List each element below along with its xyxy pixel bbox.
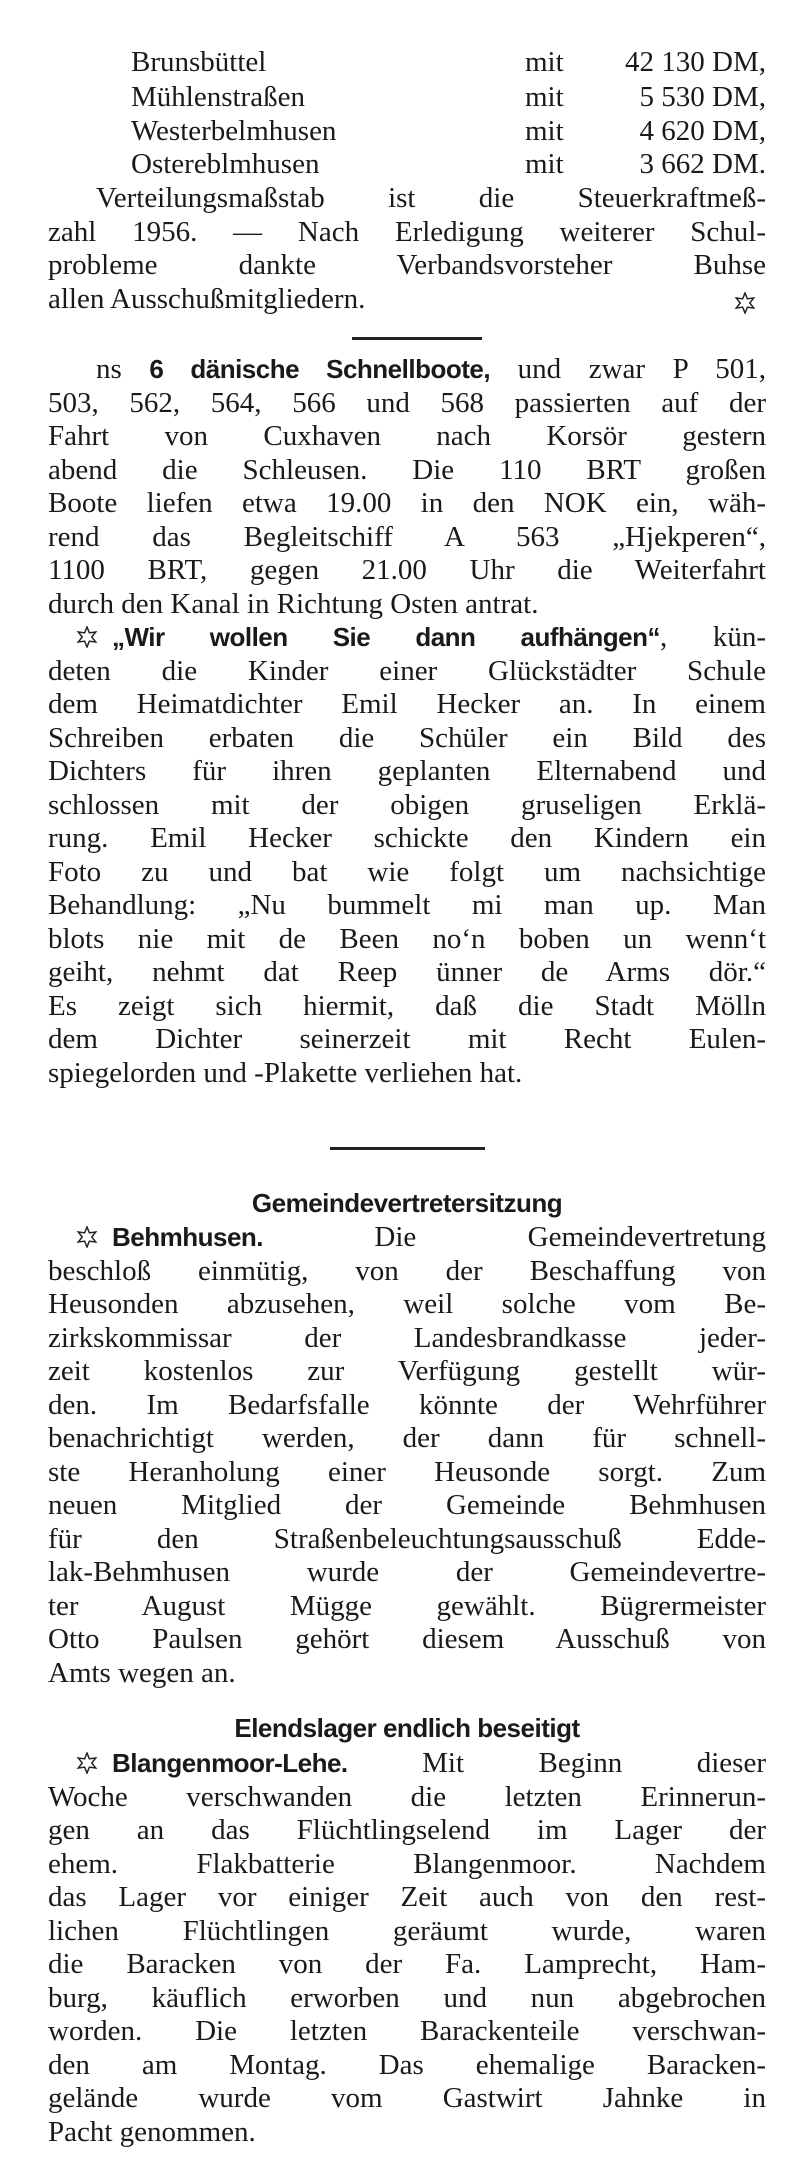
text-line [48, 1389, 766, 1423]
text-line [48, 1322, 766, 1356]
text-line [48, 1255, 766, 1289]
text-line [48, 1747, 766, 1781]
amount: 5 530 DM, [639, 81, 766, 113]
text-line [48, 2116, 766, 2150]
bold-lead: Behmhusen. [112, 1222, 264, 1252]
bold-lead: Blangenmoor-Lehe. [112, 1748, 348, 1778]
line-text: Amts wegen an. [48, 1656, 236, 1689]
line-text: ter August Mügge gewählt. Bügrermeister [48, 1589, 766, 1622]
line-text: Pacht genommen. [48, 2115, 256, 2148]
text-line [48, 1848, 766, 1882]
star-icon [76, 1749, 98, 1771]
line-text: benachrichtigt werden, der dann für schnell- [48, 1422, 766, 1454]
line-text: Fahrt von Cuxhaven nach Korsör gestern [48, 420, 766, 452]
text-line [48, 2015, 766, 2049]
text-line [48, 621, 766, 655]
line-text: deten die Kinder einer Glückstädter Schule [48, 654, 766, 687]
table-row [0, 147, 800, 181]
amount: 4 620 DM, [639, 115, 766, 147]
text-line [48, 588, 766, 622]
line-text: geiht, nehmt dat Reep ünner de Arms dör.“ [48, 956, 766, 988]
line-text: Es zeigt sich hiermit, daß die Stadt Mölln [48, 989, 766, 1022]
bold-lead: 6 dänische Schnellboote, [149, 354, 491, 384]
line-text: für den Straßenbeleuchtungsausschuß Edde- [48, 1522, 766, 1555]
line-text: gen an das Flüchtlingselend im Lager der [48, 1814, 766, 1846]
mit-label: mit [525, 115, 564, 147]
line-text: Schreiben erbaten die Schüler ein Bild des [48, 721, 766, 754]
line-text: schlossen mit der obigen gruseligen Erklä- [48, 788, 766, 821]
mit-label: mit [525, 81, 564, 113]
text-line [48, 1456, 766, 1490]
line-text: Mit Beginn dieser [347, 1747, 766, 1779]
place-name: Mühlenstraßen [131, 81, 305, 113]
line-text: Woche verschwanden die letzten Erinnerun- [48, 1780, 766, 1813]
text-line [48, 353, 766, 387]
text-line [48, 216, 766, 250]
line-text: worden. Die letzten Barackenteile verschwan- [48, 2015, 766, 2047]
text-line [48, 1657, 766, 1691]
paragraph-verteilung [48, 182, 766, 316]
text-line [48, 1023, 766, 1057]
paragraph-behmhusen [48, 1221, 766, 1690]
amount: 3 662 DM. [639, 148, 766, 180]
text-line [48, 182, 766, 216]
line-text: ste Heranholung einer Heusonde sorgt. Zum [48, 1455, 766, 1488]
text-line [48, 856, 766, 890]
paragraph-schnellboote [48, 353, 766, 1090]
line-text: neuen Mitglied der Gemeinde Behmhusen [48, 1489, 766, 1521]
line-text: blots nie mit de Been no‘n boben un wenn‘t [48, 922, 766, 955]
line-text: dem Heimatdichter Emil Hecker an. In einem [48, 688, 766, 720]
line-text: dem Dichter seinerzeit mit Recht Eulen- [48, 1023, 766, 1055]
bold-lead: „Wir wollen Sie dann aufhängen“ [112, 622, 660, 652]
star-icon [76, 623, 98, 645]
divider [330, 1147, 485, 1150]
text-line [48, 789, 766, 823]
text-line [48, 722, 766, 756]
line-text: zeit kostenlos zur Verfügung gestellt wür- [48, 1355, 766, 1387]
table-row [0, 114, 800, 148]
table-row [0, 45, 800, 79]
text-line [48, 487, 766, 521]
text-line [48, 655, 766, 689]
line-text: probleme dankte Verbandsvorsteher Buhse [48, 249, 766, 281]
text-line [48, 923, 766, 957]
mit-label: mit [525, 148, 564, 180]
text-line [48, 889, 766, 923]
line-text: 503, 562, 564, 566 und 568 passierten auf der [48, 386, 766, 419]
text-line [48, 1422, 766, 1456]
text-line [48, 1057, 766, 1091]
text-line [48, 283, 766, 317]
text-line [48, 1814, 766, 1848]
line-text: Behandlung: „Nu bummelt mi man up. Man [48, 889, 766, 921]
line-text: , kün- [659, 621, 766, 653]
text-line [48, 1489, 766, 1523]
line-text: Foto zu und bat wie folgt um nachsichtige [48, 855, 766, 888]
line-text: Heusonden abzusehen, weil solche vom Be- [48, 1288, 766, 1320]
text-line [48, 521, 766, 555]
line-text: beschloß einmütig, von der Beschaffung von [48, 1254, 766, 1287]
line-text: die Baracken von der Fa. Lamprecht, Ham- [48, 1948, 766, 1980]
text-line [48, 1355, 766, 1389]
text-line [48, 688, 766, 722]
text-line [48, 1288, 766, 1322]
line-text: gelände wurde vom Gastwirt Jahnke in [48, 2082, 766, 2114]
line-text: Boote liefen etwa 19.00 in den NOK ein, wäh- [48, 487, 766, 519]
heading-gemeindevertretersitzung: Gemeindevertretersitzung [251, 1188, 563, 1218]
line-text: allen Ausschußmitgliedern. [48, 282, 366, 315]
line-text: Die Gemeindevertretung [263, 1221, 766, 1253]
line-text: Dichters für ihren geplanten Elternabend und [48, 755, 766, 787]
text-line [48, 1982, 766, 2016]
text-line [48, 1915, 766, 1949]
line-text: rend das Begleitschiff A 563 „Hjekperen“, [48, 520, 766, 553]
text-line [48, 249, 766, 283]
text-line [48, 755, 766, 789]
text-line [48, 822, 766, 856]
place-name: Westerbelmhusen [131, 115, 337, 147]
text-line [48, 1556, 766, 1590]
text-line [48, 990, 766, 1024]
line-text: lichen Flüchtlingen geräumt wurde, waren [48, 1914, 766, 1947]
text-line [48, 1590, 766, 1624]
place-name: Brunsbüttel [131, 46, 267, 78]
text-line [48, 1881, 766, 1915]
line-text: ehem. Flakbatterie Blangenmoor. Nachdem [48, 1847, 766, 1880]
line-text: burg, käuflich erworben und nun abgebrochen [48, 1981, 766, 2014]
text-line [48, 1781, 766, 1815]
line-text: den. Im Bedarfsfalle könnte der Wehrführer [48, 1388, 766, 1421]
line-text: lak-Behmhusen wurde der Gemeindevertre- [48, 1556, 766, 1588]
text-line [48, 1523, 766, 1557]
line-text: den am Montag. Das ehemalige Baracken- [48, 2048, 766, 2081]
text-line [48, 420, 766, 454]
line-text: Otto Paulsen gehört diesem Ausschuß von [48, 1623, 766, 1655]
divider [352, 337, 482, 340]
line-text: zirkskommissar der Landesbrandkasse jeder- [48, 1321, 766, 1354]
line-text: abend die Schleusen. Die 110 BRT großen [48, 453, 766, 486]
star-icon [76, 1223, 98, 1245]
text-line [48, 554, 766, 588]
heading-elendslager: Elendslager endlich beseitigt [234, 1713, 580, 1743]
line-prefix: ns [96, 353, 150, 385]
amount: 42 130 DM, [625, 46, 766, 78]
line-text: spiegelorden und -Plakette verliehen hat. [48, 1056, 523, 1089]
star-icon [734, 289, 756, 311]
line-text: und zwar P 501, [490, 353, 766, 385]
table-row [0, 80, 800, 114]
mit-label: mit [525, 46, 564, 78]
line-text: durch den Kanal in Richtung Osten antrat. [48, 587, 539, 620]
text-line [48, 1948, 766, 1982]
text-line [48, 387, 766, 421]
text-line [48, 1221, 766, 1255]
text-line [48, 454, 766, 488]
text-line [48, 1623, 766, 1657]
place-name: Ostereblmhusen [131, 148, 320, 180]
text-line [48, 2049, 766, 2083]
line-text: Verteilungsmaßstab ist die Steuerkraftmeß- [96, 182, 766, 214]
line-text: das Lager vor einiger Zeit auch von den rest- [48, 1881, 766, 1913]
text-line [48, 956, 766, 990]
line-text: zahl 1956. — Nach Erledigung weiterer Schul- [48, 215, 766, 248]
line-text: rung. Emil Hecker schickte den Kindern ein [48, 822, 766, 854]
paragraph-elendslager [48, 1747, 766, 2149]
text-line [48, 2082, 766, 2116]
line-text: 1100 BRT, gegen 21.00 Uhr die Weiterfahrt [48, 554, 766, 586]
